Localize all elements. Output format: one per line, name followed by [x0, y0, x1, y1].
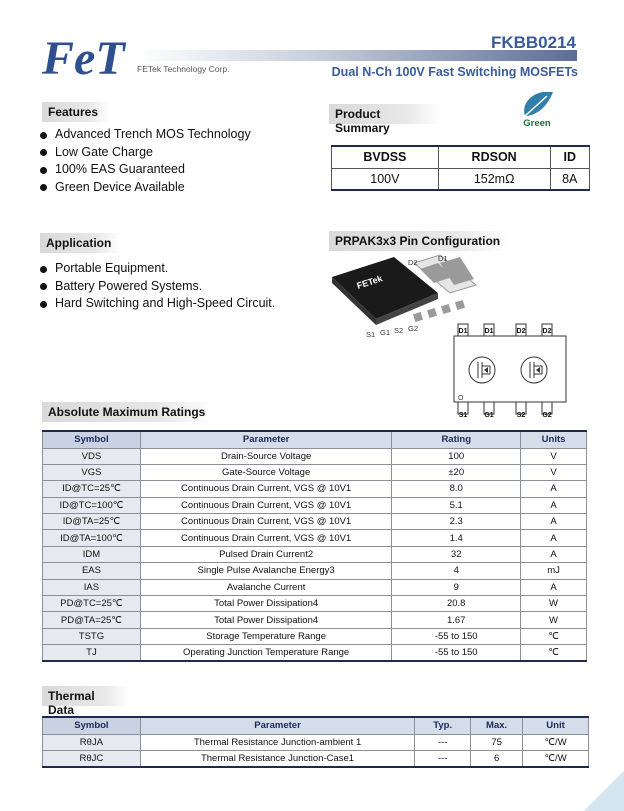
table-row [43, 612, 587, 628]
table-row [43, 628, 587, 644]
table-row [43, 546, 587, 562]
part-number: FKBB0214 [490, 33, 576, 52]
table-cell: 2.3 [392, 514, 521, 530]
table-cell: A [521, 546, 587, 562]
column-header: Typ. [415, 717, 471, 734]
table-row [43, 645, 587, 661]
list-item: Battery Powered Systems. [40, 278, 275, 296]
logo-text: FeT [42, 32, 125, 85]
thermal-table [42, 716, 589, 768]
table-cell: IDM [43, 546, 141, 562]
summary-header: RDSON [438, 146, 550, 168]
pin-label: G1 [380, 328, 391, 337]
fetek-logo [40, 30, 136, 85]
table-cell: ±20 [392, 464, 521, 480]
table-cell: mJ [521, 563, 587, 579]
table-row [43, 596, 587, 612]
pin-label: S2 [394, 326, 404, 335]
table-cell: 1.4 [392, 530, 521, 546]
table-cell: Total Power Dissipation4 [140, 596, 391, 612]
table-cell: Thermal Resistance Junction-ambient 1 [140, 734, 414, 750]
table-cell: A [521, 579, 587, 595]
table-cell: V [521, 464, 587, 480]
column-header: Parameter [140, 431, 391, 448]
pin-label: G2 [408, 324, 419, 333]
table-row [43, 497, 587, 513]
table-cell: Operating Junction Temperature Range [140, 645, 391, 661]
table-row [43, 464, 587, 480]
table-cell: VGS [43, 464, 141, 480]
abs-max-heading: Absolute Maximum Ratings [42, 402, 212, 422]
table-cell: V [521, 448, 587, 464]
table-cell: ID@TC=25℃ [43, 481, 141, 497]
column-header: Parameter [140, 717, 414, 734]
table-cell: Continuous Drain Current, VGS @ 10V1 [140, 514, 391, 530]
table-cell: Single Pulse Avalanche Energy3 [140, 563, 391, 579]
summary-value: 152mΩ [438, 168, 550, 190]
summary-value: 100V [332, 168, 439, 190]
table-row [43, 530, 587, 546]
table-row [43, 579, 587, 595]
table-cell: RθJA [43, 734, 141, 750]
table-cell: Storage Temperature Range [140, 628, 391, 644]
table-row [43, 563, 587, 579]
table-cell: 32 [392, 546, 521, 562]
schematic-pin-label: D2 [542, 328, 552, 335]
table-cell: TJ [43, 645, 141, 661]
schematic-pin-label: G2 [542, 412, 552, 418]
list-item: Low Gate Charge [40, 144, 251, 162]
column-header: Rating [392, 431, 521, 448]
table-cell: 75 [471, 734, 523, 750]
table-cell: W [521, 596, 587, 612]
schematic-pin-label: S1 [458, 412, 468, 418]
list-item: Green Device Available [40, 179, 251, 197]
table-cell: --- [415, 734, 471, 750]
chip-label: FETek [355, 273, 384, 291]
green-label: Green [523, 118, 551, 129]
table-row [43, 734, 589, 750]
column-header: Symbol [43, 431, 141, 448]
table-cell: --- [415, 750, 471, 766]
table-cell: A [521, 530, 587, 546]
table-cell: Gate-Source Voltage [140, 464, 391, 480]
application-list [40, 260, 275, 313]
table-cell: 6 [471, 750, 523, 766]
table-cell: ℃/W [523, 750, 589, 766]
table-cell: TSTG [43, 628, 141, 644]
pin-label: D1 [438, 254, 448, 263]
table-cell: PD@TA=25℃ [43, 612, 141, 628]
table-cell: W [521, 612, 587, 628]
table-cell: -55 to 150 [392, 628, 521, 644]
table-cell: ℃/W [523, 734, 589, 750]
pin-schematic-diagram [450, 320, 570, 418]
column-header: Symbol [43, 717, 141, 734]
features-heading: Features [42, 102, 110, 122]
schematic-pin-label: D1 [484, 328, 494, 335]
table-row [43, 750, 589, 766]
table-cell: 5.1 [392, 497, 521, 513]
thermal-heading: Thermal Data [42, 686, 130, 706]
schematic-pin-label: D1 [458, 328, 468, 335]
document-subtitle: Dual N-Ch 100V Fast Switching MOSFETs [331, 65, 578, 79]
table-cell: PD@TC=25℃ [43, 596, 141, 612]
table-row [43, 481, 587, 497]
table-cell: A [521, 481, 587, 497]
summary-header: BVDSS [332, 146, 439, 168]
list-item: Advanced Trench MOS Technology [40, 126, 251, 144]
table-cell: Thermal Resistance Junction-Case1 [140, 750, 414, 766]
table-row [43, 514, 587, 530]
table-cell: ID@TA=100℃ [43, 530, 141, 546]
pin-label: S1 [366, 330, 376, 339]
summary-value: 8A [550, 168, 589, 190]
table-cell: 20.8 [392, 596, 521, 612]
summary-header: ID [550, 146, 589, 168]
column-header: Unit [523, 717, 589, 734]
green-leaf-icon [513, 88, 561, 130]
table-cell: 100 [392, 448, 521, 464]
table-cell: ID@TA=25℃ [43, 514, 141, 530]
table-cell: 4 [392, 563, 521, 579]
list-item: 100% EAS Guaranteed [40, 161, 251, 179]
product-summary-table [331, 145, 590, 191]
table-cell: ID@TC=100℃ [43, 497, 141, 513]
table-cell: Continuous Drain Current, VGS @ 10V1 [140, 497, 391, 513]
column-header: Units [521, 431, 587, 448]
product-summary-heading: Product Summary [329, 104, 441, 124]
table-cell: IAS [43, 579, 141, 595]
page-corner-decoration [584, 771, 624, 811]
features-list [40, 126, 251, 196]
table-cell: 8.0 [392, 481, 521, 497]
table-cell: Drain-Source Voltage [140, 448, 391, 464]
table-cell: Avalanche Current [140, 579, 391, 595]
application-heading: Application [40, 233, 120, 253]
svg-text:O: O [458, 395, 464, 402]
table-cell: ℃ [521, 628, 587, 644]
table-cell: ℃ [521, 645, 587, 661]
table-cell: A [521, 514, 587, 530]
table-cell: Continuous Drain Current, VGS @ 10V1 [140, 481, 391, 497]
table-cell: -55 to 150 [392, 645, 521, 661]
table-cell: Pulsed Drain Current2 [140, 546, 391, 562]
column-header: Max. [471, 717, 523, 734]
company-name: FETek Technology Corp. [137, 64, 230, 74]
schematic-pin-label: D2 [516, 328, 526, 335]
schematic-pin-label: S2 [516, 412, 526, 418]
table-cell: A [521, 497, 587, 513]
table-cell: Total Power Dissipation4 [140, 612, 391, 628]
schematic-pin-label: G1 [484, 412, 494, 418]
table-cell: RθJC [43, 750, 141, 766]
table-cell: 9 [392, 579, 521, 595]
abs-max-table [42, 430, 587, 662]
pin-config-heading: PRPAK3x3 Pin Configuration [329, 231, 509, 251]
table-cell: EAS [43, 563, 141, 579]
list-item: Portable Equipment. [40, 260, 275, 278]
table-cell: VDS [43, 448, 141, 464]
list-item: Hard Switching and High-Speed Circuit. [40, 295, 275, 313]
table-cell: 1.67 [392, 612, 521, 628]
table-cell: Continuous Drain Current, VGS @ 10V1 [140, 530, 391, 546]
table-row [43, 448, 587, 464]
pin-label: D2 [408, 258, 418, 267]
